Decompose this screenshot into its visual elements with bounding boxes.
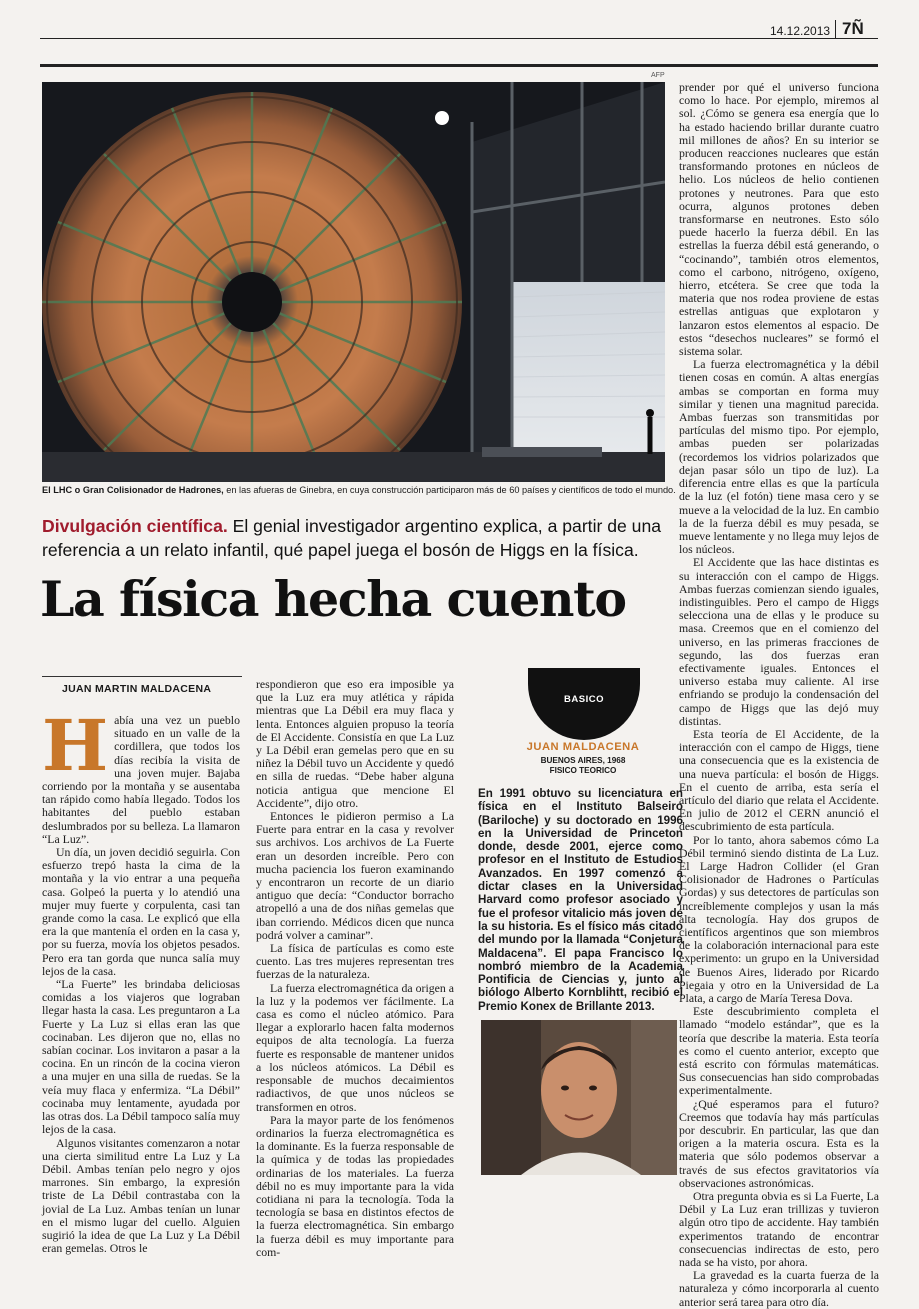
paragraph: Entonces le pidieron permiso a La Fuerte para entrar en la casa y revolver sus archivos. Los archivos de La Fuerte eran un desorden increíble. Pero con mucha paciencia los fueron examinando y encontraron un recorte de un diario antiguo que decía: “Conductor borracho atropelló a una de dos niñas gemelas que iban corriendo. Médicos dicen que nunca podrá volver a caminar”.	[256, 809, 454, 942]
profile-place: BUENOS AIRES, 1968	[540, 756, 626, 765]
caption-lead: El LHC o Gran Colisionador de Hadrones,	[42, 485, 224, 495]
header-rule	[40, 38, 878, 39]
paragraph: “La Fuerte” les brindaba deliciosas comidas a los viajeros que lograban llegar hasta la casa. Les preguntaron a La Fuerte y La Luz si ellas eran las que cocinaban. Les dijeron que no, ellas no sabían cocinar. Los invitaron a pasar a la cocina. En un rincón de la cocina vieron a una mujer en una silla de ruedas. Se la veía muy flaca y enfermiza. “La Débil” cocinaba muy lentamente, ayudada por las otras dos. La Débil tampoco salía muy lejos de la casa.	[42, 977, 240, 1137]
portrait-illustration	[481, 1020, 677, 1175]
profile-badge-label: BASICO	[564, 694, 604, 705]
article-column-4	[679, 81, 879, 1309]
paragraph: Esta teoría de El Accidente, de la interacción con el campo de Higgs, tiene una consecuencia que es la existencia de una nueva partícula: el bosón de Higgs. En el cuento de arriba, esta sería el artículo del diario que relata el Accidente. En julio de 2012 el CERN anunció el descubrimiento de esta partícula.	[679, 726, 879, 834]
profile-paragraph: En 1991 obtuvo su licenciatura en física en el Instituto Balseiro (Bariloche) y su doctorado en 1996 en la Universidad de Princeton donde, desde 2001, ejerce como profesor en el Instituto de Estudios Avanzados. En 1997 comenzó a dictar clases en la Universidad Harvard como profesor asociado y fue el profesor vitalicio más joven de la su historia. Es el físico más citado del mundo por la llamada “Conjetura Maldacena”. El papa Francisco lo nombró miembro de la Academia Pontificia de Ciencias y, junto al biólogo Alberto Kornblihtt, recibió el Premio Konex de Brillante 2013.	[478, 787, 683, 1013]
issue-date: 14.12.2013	[770, 24, 831, 38]
article-column-1	[42, 704, 240, 1256]
profile-name: JUAN MALDACENA	[526, 741, 640, 753]
photo-credit: AFP	[651, 72, 665, 79]
photo-caption	[42, 484, 682, 496]
page-number: 7Ñ	[842, 19, 864, 38]
drop-cap: H	[42, 704, 109, 787]
lhc-detector-illustration	[42, 82, 665, 482]
paragraph: Este descubrimiento completa el llamado “modelo estándar”, que es la teoría que describe la materia. Esta teoría es como el cuento anterior, excepto que está escrito con fórmulas matemáticas. Sus consecuencias han sido comprobadas experimentalmente.	[679, 1004, 879, 1098]
author-portrait	[481, 1020, 677, 1175]
paragraph: Otra pregunta obvia es si La Fuerte, La Débil y La Luz eran trillizas y tuvieron algún otro tipo de accidente. Hay también experimentos tratando de encontrar consecuencias indirectas de esto, pero nada se ha visto, por ahora.	[679, 1189, 879, 1270]
paragraph: Algunos visitantes comenzaron a notar una cierta similitud entre La Luz y La Débil. Ambas tenían pelo negro y ojos marrones. Sin embargo, la expresión triste de La Débil contrastaba con la jovial de La Luz. Ambas tenían un lunar en el mismo lugar del cuello. Alguien sugirió la idea de que La Luz y La Débil eran gemelas. Otros le	[42, 1135, 240, 1256]
profile-text	[478, 787, 683, 1013]
paragraph-text: abía una vez un pueblo situado en un valle de la cordillera, que todos los días recibía la visita de una joven mujer. Bajaba corriendo por la montaña y se ausentaba tan rápido como había llegado. Todos los habitantes del pueblo estaban deslumbrados por su belleza. La llamaron “La Luz”.	[42, 713, 240, 846]
paragraph: La gravedad es la cuarta fuerza de la naturaleza y cómo incorporarla al cuento anterior será tarea para otro día.	[679, 1268, 879, 1309]
byline: JUAN MARTIN MALDACENA	[62, 683, 212, 695]
deck-text: El genial investigador argentino explica, a partir de una referencia a un relato infantil, qué papel juega el bosón de Higgs en la física.	[42, 516, 662, 560]
caption-text: en las afueras de Ginebra, en cuya construcción participaron más de 60 países y científicos de todo el mundo.	[223, 485, 676, 495]
paragraph: La física de partículas es como este cuento. Las tres mujeres representan tres fuerzas de la naturaleza.	[256, 941, 454, 982]
deck-kicker: Divulgación científica.	[42, 516, 228, 536]
paragraph: Un día, un joven decidió seguirla. Con esfuerzo trepó hasta la cima de la montaña y la vio entrar a una pequeña casa. Golpeó la puerta y lo atendió una mujer muy fuerte y corpulenta, casi tan grande como la casa. Le explicó que ella era la que mantenía el orden en la casa y, por su fuerza, movía los objetos pesados. Pero era tan gorda que nunca salía muy lejos de la casa.	[42, 845, 240, 978]
paragraph: prender por qué el universo funciona como lo hace. Por ejemplo, miremos al sol. ¿Cómo se genera esa energía que lo ha estado haciendo brillar durante cuatro mil millones de años? En su interior se producen reacciones nucleares que están transformando protones en núcleos de helio. Los núcleos de helio contienen protones y neutrones. Para que esto ocurra, algunos protones deben transformarse en neutrones. Esto sólo puede hacerlo la fuerza débil. En las estrellas la fuerza débil está generando, o “cocinando”, también otros elementos, como el carbono, nitrógeno, oxígeno, hierro, etcétera. Se cree que toda la materia que nos rodea proviene de estas estrellas antiguas que explotaron y lanzaron estos elementos al espacio. De estos “desechos nucleares” se formó el sistema solar.	[679, 80, 879, 359]
article-deck	[42, 514, 672, 562]
paragraph	[42, 704, 240, 846]
paragraph: El Accidente que las hace distintas es su interacción con el campo de Higgs. Ambas fuerzas comienzan siendo iguales, indistinguibles. Pero el campo de Higgs selecciona una de ellas y le produce su masa. Creemos que en el comienzo del universo, en las primeras fracciones de segundo, las dos fuerzas eran efectivamente iguales. Entonces el universo estaba muy caliente. Al irse enfriando se produjo la condensación del campo de Higgs que las dejó muy distintas.	[679, 555, 879, 728]
paragraph: ¿Qué esperamos para el futuro? Creemos que todavía hay más partículas por descubrir. En particular, las que dan origen a la materia oscura. Esta es la materia que sólo podemos observar a través de sus efectos gravitatorios vía observaciones astronómicas.	[679, 1096, 879, 1190]
header-separator	[835, 20, 836, 38]
article-column-2	[256, 678, 454, 1259]
paragraph: La fuerza electromagnética da origen a la luz y la podemos ver fácilmente. La casa es como el núcleo atómico. Para llegar a explorarlo hacen falta modernos equipos de alta tecnología. La fuerza fuerte es responsable de mantener unidos a los núcleos atómicos. La Débil es responsable de muchos decaimientos radiactivos, de que unos núcleos se transformen en otros.	[256, 980, 454, 1114]
paragraph: Por lo tanto, ahora sabemos cómo La Débil terminó siendo distinta de La Luz. El Large Hadron Collider (el Gran Colisionador de Hadrones o Partículas Gordas) y sus detectores de partículas son increíblemente complejos y usan la más alta tecnología. Hay dos grupos de científicos argentinos que son miembros de la colaboración internacional para este experimento: un grupo en la Universidad de Buenos Aires, liderado por Ricardo Piegaia y otro en la Universidad de La Plata, a cargo de María Teresa Dova.	[679, 832, 879, 1006]
profile-role: FISICO TEORICO	[549, 766, 617, 775]
lhc-photo	[42, 82, 665, 482]
paragraph: respondieron que eso era imposible ya que la Luz era muy atlética y rápida mientras que La Débil era muy flaca y lenta. Entonces alguien propuso la teoría de El Accidente. Consistía en que La Luz y La Débil eran gemelas pero que en su niñez la Débil tuvo un Accidente y quedó en silla de ruedas. “Debe haber alguna noticia antigua que mencione El Accidente”, dijo otro.	[256, 677, 454, 810]
byline-rule	[42, 676, 242, 677]
paragraph: La fuerza electromagnética y la débil tienen cosas en común. A altas energías ambas se comportan en forma muy similar y tienen una magnitud parecida. Ambas fuerzas son transmitidas por partículas del mismo tipo. Por ejemplo, ambas pueden ser polarizadas (recordemos los vidrios polarizados que dejan pasar sólo un tipo de luz). La diferencia entre ellas es que la partícula de la luz (el fotón) tiene masa cero y se mueve a la velocidad de la luz. En cambio la de la fuerza débil es muy pesada, se mueve lentamente y no llega muy lejos de los núcleos.	[679, 357, 879, 557]
header-thick-rule	[40, 64, 878, 67]
article-headline: La física hecha cuento	[40, 570, 626, 628]
paragraph: Para la mayor parte de los fenómenos ordinarios la fuerza electromagnética es la dominante. Es la fuerza responsable de la química y de todas las propiedades ordinarias de los materiales. La fuerza débil no es muy importante para la vida cotidiana ni para la tecnología. Toda la tecnología se basa en distintos efectos de la fuerza electromagnética. Sin embargo la fuerza débil es muy importante para com-	[256, 1112, 454, 1259]
